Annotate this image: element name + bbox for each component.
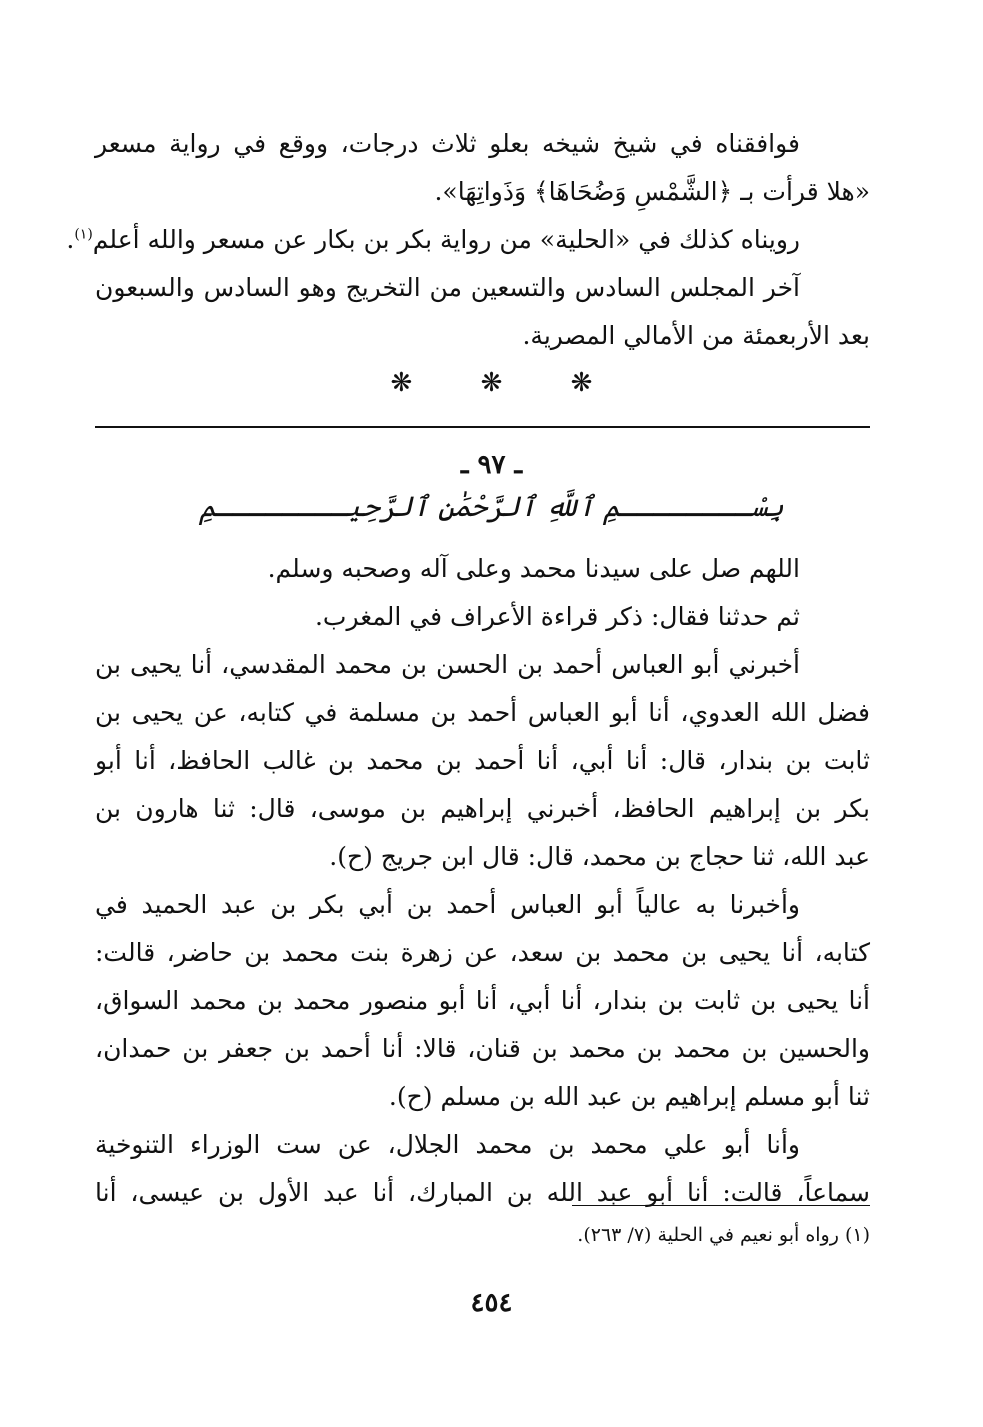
text-line-body: رويناه كذلك في «الحلية» من رواية بكر بن بكار عن مسعر والله أعلم [92, 225, 800, 254]
footnote-reference: (١) [74, 226, 93, 243]
text-line: أخبرني أبو العباس أحمد بن الحسن بن محمد المقدسي، أنا يحيى بن [95, 650, 800, 679]
text-line: فضل الله العدوي، أنا أبو العباس أحمد بن مسلمة في كتابه، عن يحيى بن [95, 698, 870, 727]
text-line: والحسين بن محمد بن محمد بن قنان، قالا: أنا أحمد بن جعفر بن حمدان، [95, 1034, 870, 1063]
text-line: آخر المجلس السادس والتسعين من التخريج وهو السادس والسبعون [95, 273, 800, 302]
text-line: وأخبرنا به عالياً أبو العباس أحمد بن أبي بكر بن عبد الحميد في [95, 890, 800, 919]
section-stars-divider: ❋ ❋ ❋ [390, 368, 593, 398]
text-line: «هلا قرأت بـ ﴿الشَّمْسِ وَضُحَاهَا﴾ وَذَواتِهَا». [434, 177, 870, 206]
text-line [66, 216, 870, 264]
text-line: اللهم صل على سيدنا محمد وعلى آله وصحبه وسلم. [267, 554, 800, 583]
page-number: ٤٥٤ [470, 1288, 513, 1318]
text-line-end: . [66, 225, 75, 254]
main-text-section [95, 545, 870, 1217]
footnote-divider [572, 1205, 870, 1206]
text-line: عبد الله، ثنا حجاج بن محمد، قال: قال ابن جريج (ح). [329, 842, 870, 871]
text-line: فوافقناه في شيخ شيخه بعلو ثلاث درجات، ووقع في رواية مسعر [95, 129, 800, 158]
text-line: بعد الأربعمئة من الأمالي المصرية. [522, 321, 870, 350]
text-line: سماعاً، قالت: أنا أبو عبد الله بن المبارك، أنا عبد الأول بن عيسى، أنا [95, 1178, 870, 1207]
horizontal-rule [95, 426, 870, 428]
text-line: كتابه، أنا يحيى بن محمد بن سعد، عن زهرة بنت محمد بن حاضر، قالت: [95, 938, 870, 967]
basmala-heading: بِسْــــــــمِ ٱللَّهِ ٱلرَّحْمَٰنِ ٱلرَّحِيــــــــمِ [199, 490, 784, 523]
text-line: وأنا أبو علي محمد بن محمد الجلال، عن ست الوزراء التنوخية [95, 1130, 800, 1159]
text-line: بكر بن إبراهيم الحافظ، أخبرني إبراهيم بن موسى، قال: ثنا هارون بن [95, 794, 870, 823]
text-line: ثابت بن بندار، قال: أنا أبي، أنا أحمد بن محمد بن غالب الحافظ، أنا أبو [95, 746, 870, 775]
text-line: أنا يحيى بن ثابت بن بندار، أنا أبي، أنا أبو منصور محمد بن محمد السواق، [95, 986, 870, 1015]
majlis-number-heading: ـ ٩٧ ـ [460, 450, 523, 480]
footnote: (١) رواه أبو نعيم في الحلية (٧/ ٢٦٣). [577, 1224, 870, 1246]
text-line: ثم حدثنا فقال: ذكر قراءة الأعراف في المغرب. [314, 602, 800, 631]
top-text-section [66, 120, 870, 360]
text-line: ثنا أبو مسلم إبراهيم بن عبد الله بن مسلم (ح). [388, 1082, 870, 1111]
